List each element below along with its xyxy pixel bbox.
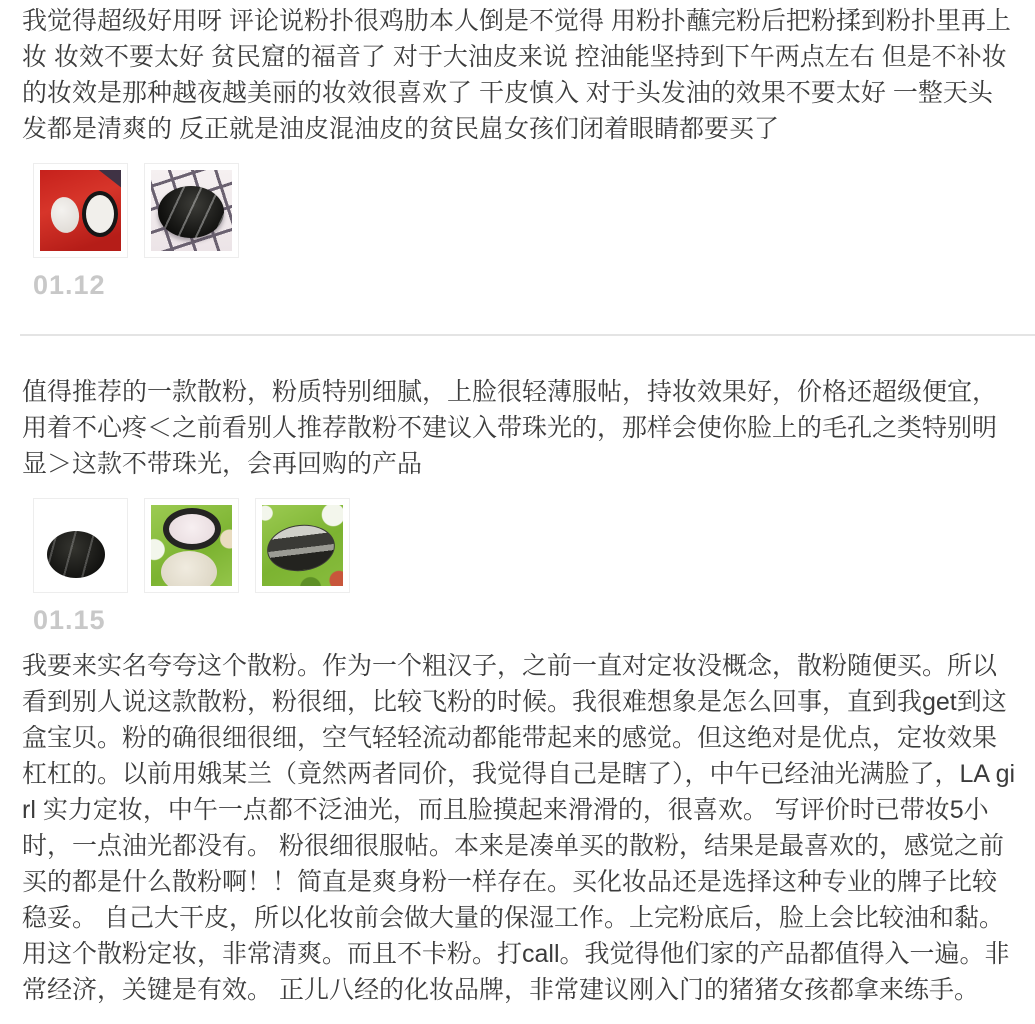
review-text: 值得推荐的一款散粉，粉质特别细腻，上脸很轻薄服帖，持妆效果好，价格还超级便宜，用着不心疼＜之前看别人推荐散粉不建议入带珠光的，那样会使你脸上的毛孔之类特别明显＞这款不带珠光，会再回购的产品 [22,378,998,478]
review-item [0,648,1035,1008]
powder-puff-right [82,191,118,237]
review-photo-row [33,163,1035,258]
compact-puff [161,551,217,586]
powder-puff-left [49,195,82,235]
review-photo-row [33,498,1035,593]
review-item [0,374,1035,636]
review-photo-thumbnail[interactable] [33,163,128,258]
photo-black-compact-on-tiles [151,170,232,251]
review-text: 我觉得超级好用呀 评论说粉扑很鸡肋本人倒是不觉得 用粉扑蘸完粉后把粉揉到粉扑里再上妆 妆效不要太好 贫民窟的福音了 对于大油皮来说 控油能坚持到下午两点左右 但是不补妆的妆效是那种越夜越美丽的妆效很喜欢了 干皮慎入 对于头发油的效果不要太好 一整天头发都是清爽的 反正就是油皮混油皮的贫民崫女孩们闭着眼睛都要买了 [22,7,1011,143]
powder-compact [158,186,224,238]
powder-compact [47,531,105,578]
photo-tilted-compact-green-mat [262,505,343,586]
review-date: 01.15 [33,605,106,635]
review-photo-thumbnail[interactable] [255,498,350,593]
photo-red-surface-powder-puffs [40,170,121,251]
review-photo-thumbnail[interactable] [144,163,239,258]
divider [20,334,1035,336]
photo-open-compact-green-mat [151,505,232,586]
review-text: 我要来实名夸夸这个散粉。作为一个粗汉子，之前一直对定妆没概念，散粉随便买。所以看到别人说这款散粉，粉很细，比较飞粉的时候。我很难想象是怎么回事，直到我get到这盒宝贝。粉的确很细很细，空气轻轻流动都能带起来的感觉。但这绝对是优点，定妆效果杠杠的。以前用娥某兰（竟然两者同价，我觉得自己是瞎了），中午已经油光满脸了，LA girl 实力定妆，中午一点都不泛油光，而且脸摸起来滑滑的，很喜欢。 写评价时已带妆5小时，一点油光都没有。 粉很细很服帖。本来是凑单买的散粉，结果是最喜欢的，感觉之前买的都是什么散粉啊！！简直是爽身粉一样存在。买化妆品还是选择这种专业的牌子比较稳妥。 自己大干皮，所以化妆前会做大量的保湿工作。上完粉底后，脸上会比较油和黏。用这个散粉定妆，非常清爽。而且不卡粉。打call。我觉得他们家的产品都值得入一遍。非常经济，关键是有效。 正儿八经的化妆品牌，非常建议刚入门的猪猪女孩都拿来练手。 [22,652,1016,1004]
review-photo-thumbnail[interactable] [144,498,239,593]
review-item [0,0,1035,301]
powder-compact-side-view [264,521,337,575]
review-photo-thumbnail[interactable] [33,498,128,593]
review-date: 01.12 [33,270,106,300]
compact-lid-with-powder [163,508,221,550]
dark-strap-shape [95,170,121,190]
photo-closed-compact-green-mat [40,505,121,586]
